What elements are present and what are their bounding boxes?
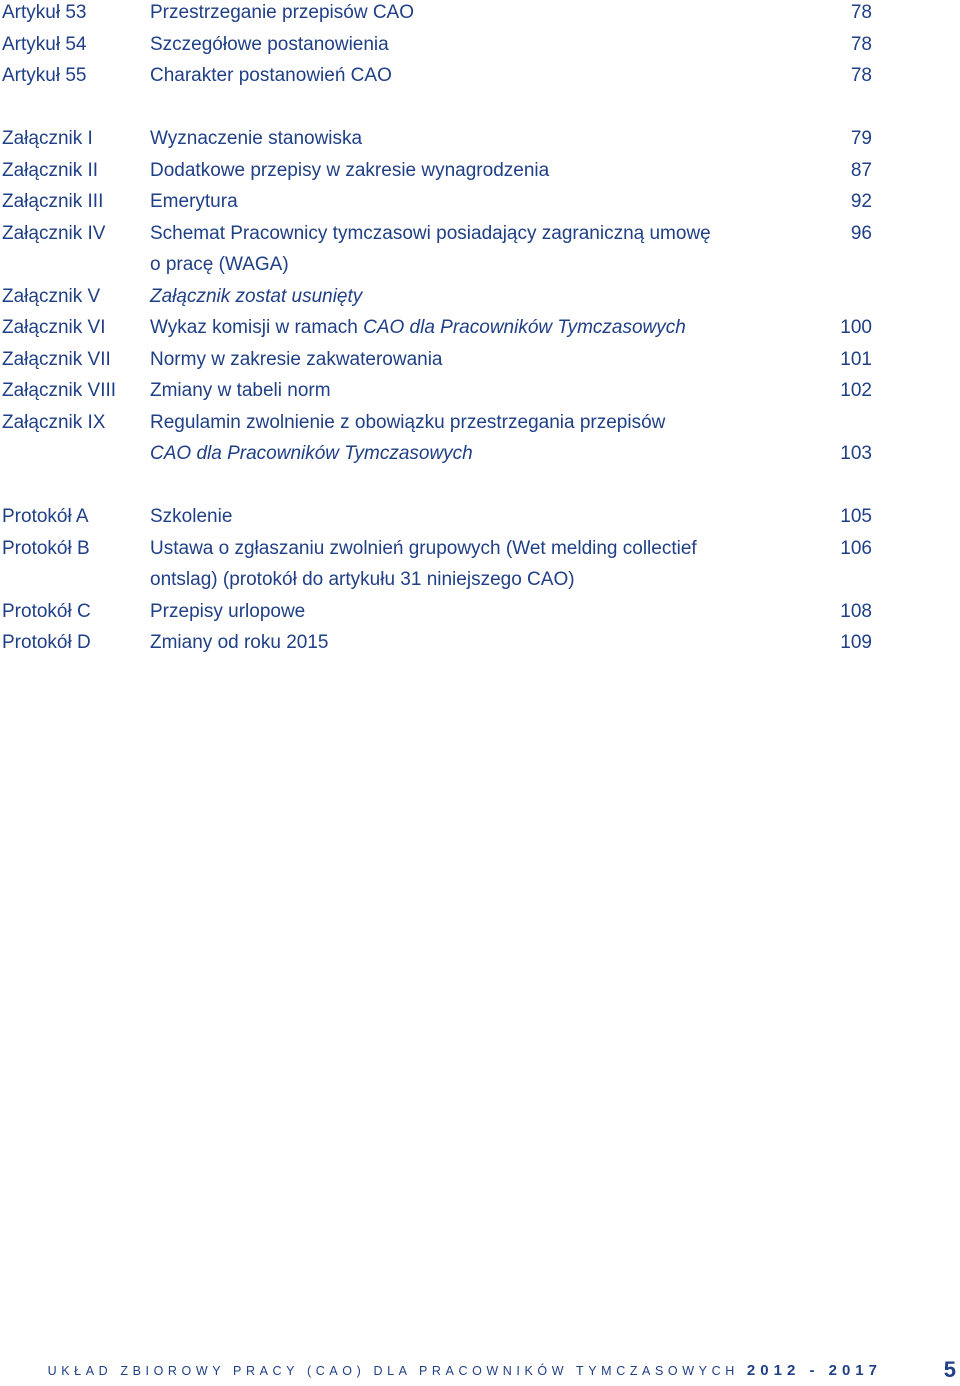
toc-entry-artykul-53[interactable] xyxy=(0,0,960,29)
toc-entry-label: Załącznik VII xyxy=(2,348,111,370)
toc-entry-title: Charakter postanowień CAO xyxy=(150,65,392,86)
toc-entry-zalacznik-i[interactable] xyxy=(0,123,960,155)
toc-entry-artykul-55[interactable] xyxy=(0,60,960,92)
toc-entry-label: Protokół D xyxy=(2,632,91,653)
toc-entry-label: Artykuł 55 xyxy=(2,65,87,86)
toc-entry-title-continuation: ontslag) (protokół do artykułu 31 niniejszego CAO) xyxy=(150,569,575,590)
toc-entry-page: 78 xyxy=(850,2,872,23)
toc-entry-title: Regulamin zwolnienie z obowiązku przestrzegania przepisów xyxy=(150,411,666,433)
toc-entry-page: 79 xyxy=(850,128,872,149)
toc-entry-protokol-c[interactable] xyxy=(0,596,960,628)
toc-entry-title: Wyznaczenie stanowiska xyxy=(150,128,363,149)
footer-document-title: UKŁAD ZBIOROWY PRACY (CAO) DLA PRACOWNIKÓW TYMCZASOWYCH xyxy=(47,1364,739,1378)
toc-entry-title xyxy=(150,312,686,344)
toc-entry-title: Ustawa o zgłaszaniu zwolnień grupowych (Wet melding collectief xyxy=(150,537,697,559)
toc-entry-page: 109 xyxy=(840,632,872,653)
page-footer xyxy=(0,1356,960,1386)
toc-entry-page: 106 xyxy=(840,537,872,559)
toc-entry-protokol-d[interactable] xyxy=(0,627,960,659)
toc-entry-title: Szczegółowe postanowienia xyxy=(150,33,389,55)
toc-entry-label: Załącznik I xyxy=(2,128,93,149)
toc-entry-label: Protokół A xyxy=(2,506,89,527)
toc-entry-title: Emerytura xyxy=(150,191,238,212)
toc-entry-label: Protokół B xyxy=(2,537,90,559)
toc-entry-zalacznik-iv[interactable] xyxy=(0,218,960,250)
toc-entry-zalacznik-vi[interactable] xyxy=(0,312,960,344)
toc-entry-label: Załącznik IV xyxy=(2,222,106,244)
toc-entry-artykul-54[interactable] xyxy=(0,29,960,61)
toc-entry-label: Protokół C xyxy=(2,600,91,622)
toc-entry-title: Zmiany od roku 2015 xyxy=(150,632,329,653)
toc-entry-zalacznik-ii[interactable] xyxy=(0,155,960,187)
toc-entry-label: Załącznik VIII xyxy=(2,380,117,401)
toc-entry-label: Artykuł 53 xyxy=(2,2,87,23)
toc-entry-page: 105 xyxy=(840,506,872,527)
toc-entry-title-plain: Wykaz komisji w ramach xyxy=(150,317,364,338)
toc-entry-title: Dodatkowe przepisy w zakresie wynagrodzenia xyxy=(150,159,550,181)
toc-entry-label: Załącznik III xyxy=(2,191,104,212)
toc-entry-label: Załącznik II xyxy=(2,159,99,181)
footer-years: 2012 - 2017 xyxy=(746,1362,882,1379)
toc-entry-page: 96 xyxy=(850,222,872,244)
toc-entry-label: Załącznik IX xyxy=(2,411,106,433)
footer-running-title xyxy=(48,1362,882,1379)
toc-entry-page: 92 xyxy=(850,191,872,212)
toc-entry-zalacznik-viii[interactable] xyxy=(0,375,960,407)
toc-entry-title: Załącznik zostat usunięty xyxy=(150,285,363,307)
toc-entry-zalacznik-vii[interactable] xyxy=(0,344,960,376)
toc-entry-protokol-b-continued[interactable] xyxy=(0,564,960,596)
toc-entry-zalacznik-ix-continued[interactable] xyxy=(0,438,960,470)
toc-entry-title: Szkolenie xyxy=(150,506,233,527)
page-number: 5 xyxy=(943,1357,956,1382)
toc-entry-page: 101 xyxy=(840,348,872,370)
toc-entry-title: Przestrzeganie przepisów CAO xyxy=(150,2,414,23)
toc-entry-page: 103 xyxy=(840,443,872,464)
toc-entry-protokol-a[interactable] xyxy=(0,501,960,533)
toc-entry-label: Załącznik V xyxy=(2,285,101,307)
toc-entry-title-continuation: CAO dla Pracowników Tymczasowych xyxy=(150,443,473,464)
toc-entry-title: Zmiany w tabeli norm xyxy=(150,380,331,401)
toc-entry-label: Załącznik VI xyxy=(2,317,106,338)
toc-entry-title-continuation: o pracę (WAGA) xyxy=(150,254,289,275)
toc-entry-label: Artykuł 54 xyxy=(2,33,87,55)
toc-entry-zalacznik-iv-continued[interactable] xyxy=(0,249,960,281)
toc-entry-title: Schemat Pracownicy tymczasowi posiadający zagraniczną umowę xyxy=(150,222,711,244)
toc-entry-page: 100 xyxy=(840,317,872,338)
toc-entry-page: 78 xyxy=(850,33,872,55)
toc-entry-title: Normy w zakresie zakwaterowania xyxy=(150,348,443,370)
toc-entry-title-italic: CAO dla Pracowników Tymczasowych xyxy=(363,317,686,338)
toc-entry-zalacznik-v[interactable] xyxy=(0,281,960,313)
toc-entry-page: 102 xyxy=(840,380,872,401)
toc-entry-title: Przepisy urlopowe xyxy=(150,600,306,622)
toc-entry-page: 108 xyxy=(840,600,872,622)
toc-entry-protokol-b[interactable] xyxy=(0,533,960,565)
toc-entry-page: 87 xyxy=(850,159,872,181)
toc-entry-page: 78 xyxy=(850,65,872,86)
toc-entry-zalacznik-ix[interactable] xyxy=(0,407,960,439)
toc-entry-zalacznik-iii[interactable] xyxy=(0,186,960,218)
